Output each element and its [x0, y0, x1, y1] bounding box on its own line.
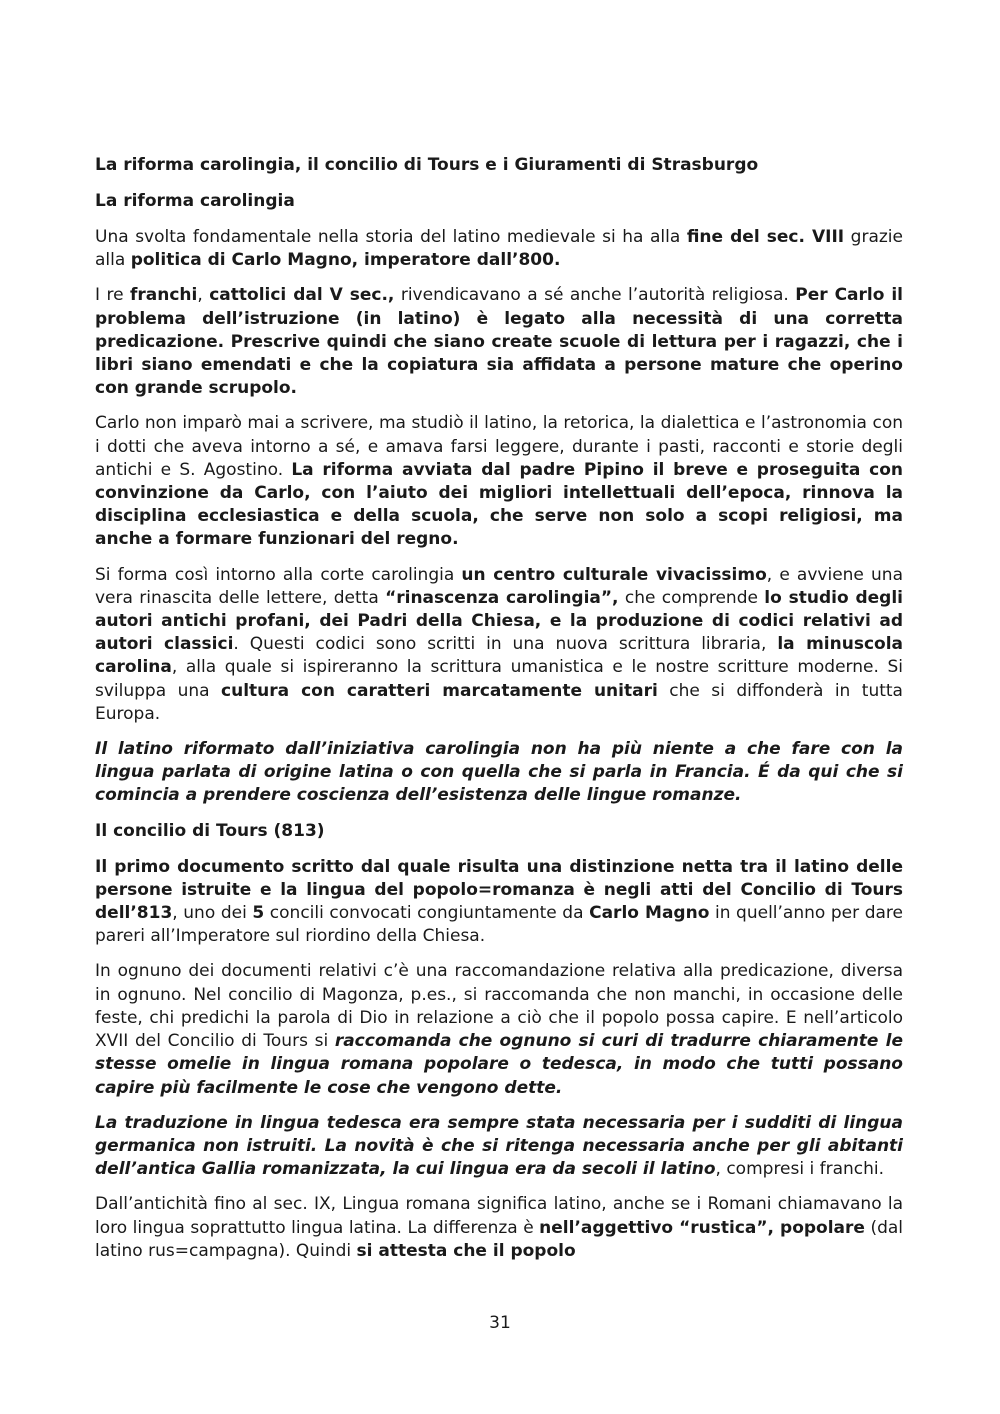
paragraph-antichita — [95, 1193, 903, 1263]
page-number: 31 — [489, 1313, 511, 1333]
bold-run: un centro culturale vivacissimo — [461, 564, 767, 585]
bold-run: “rinascenza carolingia”, — [385, 587, 619, 608]
text-run: , uno dei — [172, 903, 253, 924]
bold-run: lo studio degli autori antichi profani, dei Padri della Chiesa, e la produzione di codici relativi ad autori classici — [95, 587, 904, 655]
text-run: rivendicavano a sé anche l’autorità religiosa. — [394, 285, 796, 306]
page-body — [95, 154, 903, 1275]
text-run: In ognuno dei documenti relativi c’è una raccomandazione relativa alla predicazione, diversa in ognuno. Nel concilio di Magonza, p.es., si raccomanda che non manchi, in occasione delle feste, chi predichi la parola di Dio in relazione a ciò che il popolo possa capire. E nell’articolo XVII del Concilio di Tours si — [95, 961, 903, 1052]
bold-run: 5 — [252, 903, 265, 924]
bold-run: Carlo Magno — [589, 903, 710, 924]
text-run: Una svolta fondamentale nella storia del latino medievale si ha alla — [95, 227, 687, 247]
bold-run: franchi — [129, 285, 198, 306]
bold-run: fine del sec. VIII — [686, 227, 845, 247]
section-heading-riforma: La riforma carolingia — [95, 191, 295, 211]
text-run: Dall’antichità fino al sec. IX, Lingua romana significa latino, anche se i Romani chiamavano la loro lingua soprattutto lingua latina. La differenza è — [95, 1194, 903, 1238]
paragraph-traduzione — [95, 1112, 903, 1182]
text-run: I re — [95, 285, 130, 306]
text-run: (dal latino rus=campagna). Quindi — [95, 1217, 904, 1261]
bold-run: cultura con caratteri marcatamente unitari — [221, 680, 658, 701]
section-heading-tours: Il concilio di Tours (813) — [95, 820, 325, 841]
bold-run: si attesta che il popolo — [356, 1240, 576, 1261]
paragraph-rinascenza — [95, 564, 903, 726]
italic-text: raccomanda che ognuno si curi di tradurre chiaramente le stesse omelie in lingua romana popolare o tedesca, in modo che tutti possano capire più facilmente le cose che vengono dette. — [95, 1031, 903, 1098]
italic-text: Il latino riformato dall’iniziativa carolingia non ha più niente a che fare con la lingua parlata di origine latina o con quella che si parla in Francia. É da qui che si comincia a prendere coscienza dell’esistenza delle lingue romanze. — [95, 739, 903, 806]
paragraph-primo-documento — [95, 856, 903, 949]
bold-run: la minuscola carolina — [95, 634, 904, 678]
text-run: in quell’anno per dare pareri all’Imperatore sul riordino della Chiesa. — [95, 903, 903, 947]
text-run: , — [197, 285, 210, 306]
paragraph-svolta — [95, 226, 903, 272]
paragraph-carlo-studio — [95, 412, 903, 551]
paragraph-raccomandazione — [95, 960, 903, 1099]
text-run: , compresi i franchi. — [715, 1159, 885, 1180]
text-run: che si diffonderà in tutta Europa. — [95, 680, 903, 724]
italic-text: La traduzione in lingua tedesca era sempre stata necessaria per i sudditi di lingua germanica non istruiti. La novità è che si ritenga necessaria anche per gli abitanti dell’antica Gallia romanizzata, la cui lingua era da secoli il latino — [95, 1112, 903, 1180]
paragraph-re-franchi — [95, 284, 903, 400]
text-run: grazie alla — [95, 227, 903, 271]
bold-run: nell’aggettivo “rustica”, popolare — [539, 1217, 865, 1238]
text-run: che comprende — [618, 587, 765, 608]
bold-italic-run — [95, 739, 903, 805]
document-title: La riforma carolingia, il concilio di Tours e i Giuramenti di Strasburgo — [95, 155, 759, 175]
bold-run: politica di Carlo Magno, imperatore dall’800. — [130, 250, 561, 271]
text-run: . Questi codici sono scritti in una nuova scrittura libraria, — [233, 634, 778, 655]
text-run: , e avviene una vera rinascita delle lettere, detta — [95, 564, 903, 608]
bold-run: cattolici dal V sec., — [209, 285, 395, 306]
paragraph-latino-riformato — [95, 738, 903, 808]
bold-run: La riforma avviata dal padre Pipino il breve e proseguita con convinzione da Carlo, con l’aiuto dei migliori intellettuali dell’epoca, rinnova la disciplina ecclesiastica e della scuola, che serve non solo a scopi religiosi, ma anche a formare funzionari del regno. — [95, 459, 903, 550]
text-run: , alla quale si ispireranno la scrittura umanistica e le nostre scritture moderne. Si sviluppa una — [95, 657, 903, 701]
text-run: Si forma così intorno alla corte carolingia — [95, 564, 462, 585]
bold-run: Per Carlo il problema dell’istruzione (in latino) è legato alla necessità di una corretta predicazione. Prescrive quindi che siano create scuole di lettura per i ragazzi, che i libri siano emendati e che la copiatura sia affidata a persone mature che operino con grande scrupolo. — [95, 285, 904, 399]
text-run: concili convocati congiuntamente da — [264, 903, 590, 924]
text-run: Carlo non imparò mai a scrivere, ma studiò il latino, la retorica, la dialettica e l’astronomia con i dotti che aveva intorno a sé, e amava farsi leggere, durante i pasti, racconti e storie degli antichi e S. Agostino. — [95, 413, 903, 480]
bold-run: Il primo documento scritto dal quale risulta una distinzione netta tra il latino delle persone istruite e la lingua del popolo=romanza è negli atti del Concilio di Tours dell’813 — [95, 856, 903, 924]
